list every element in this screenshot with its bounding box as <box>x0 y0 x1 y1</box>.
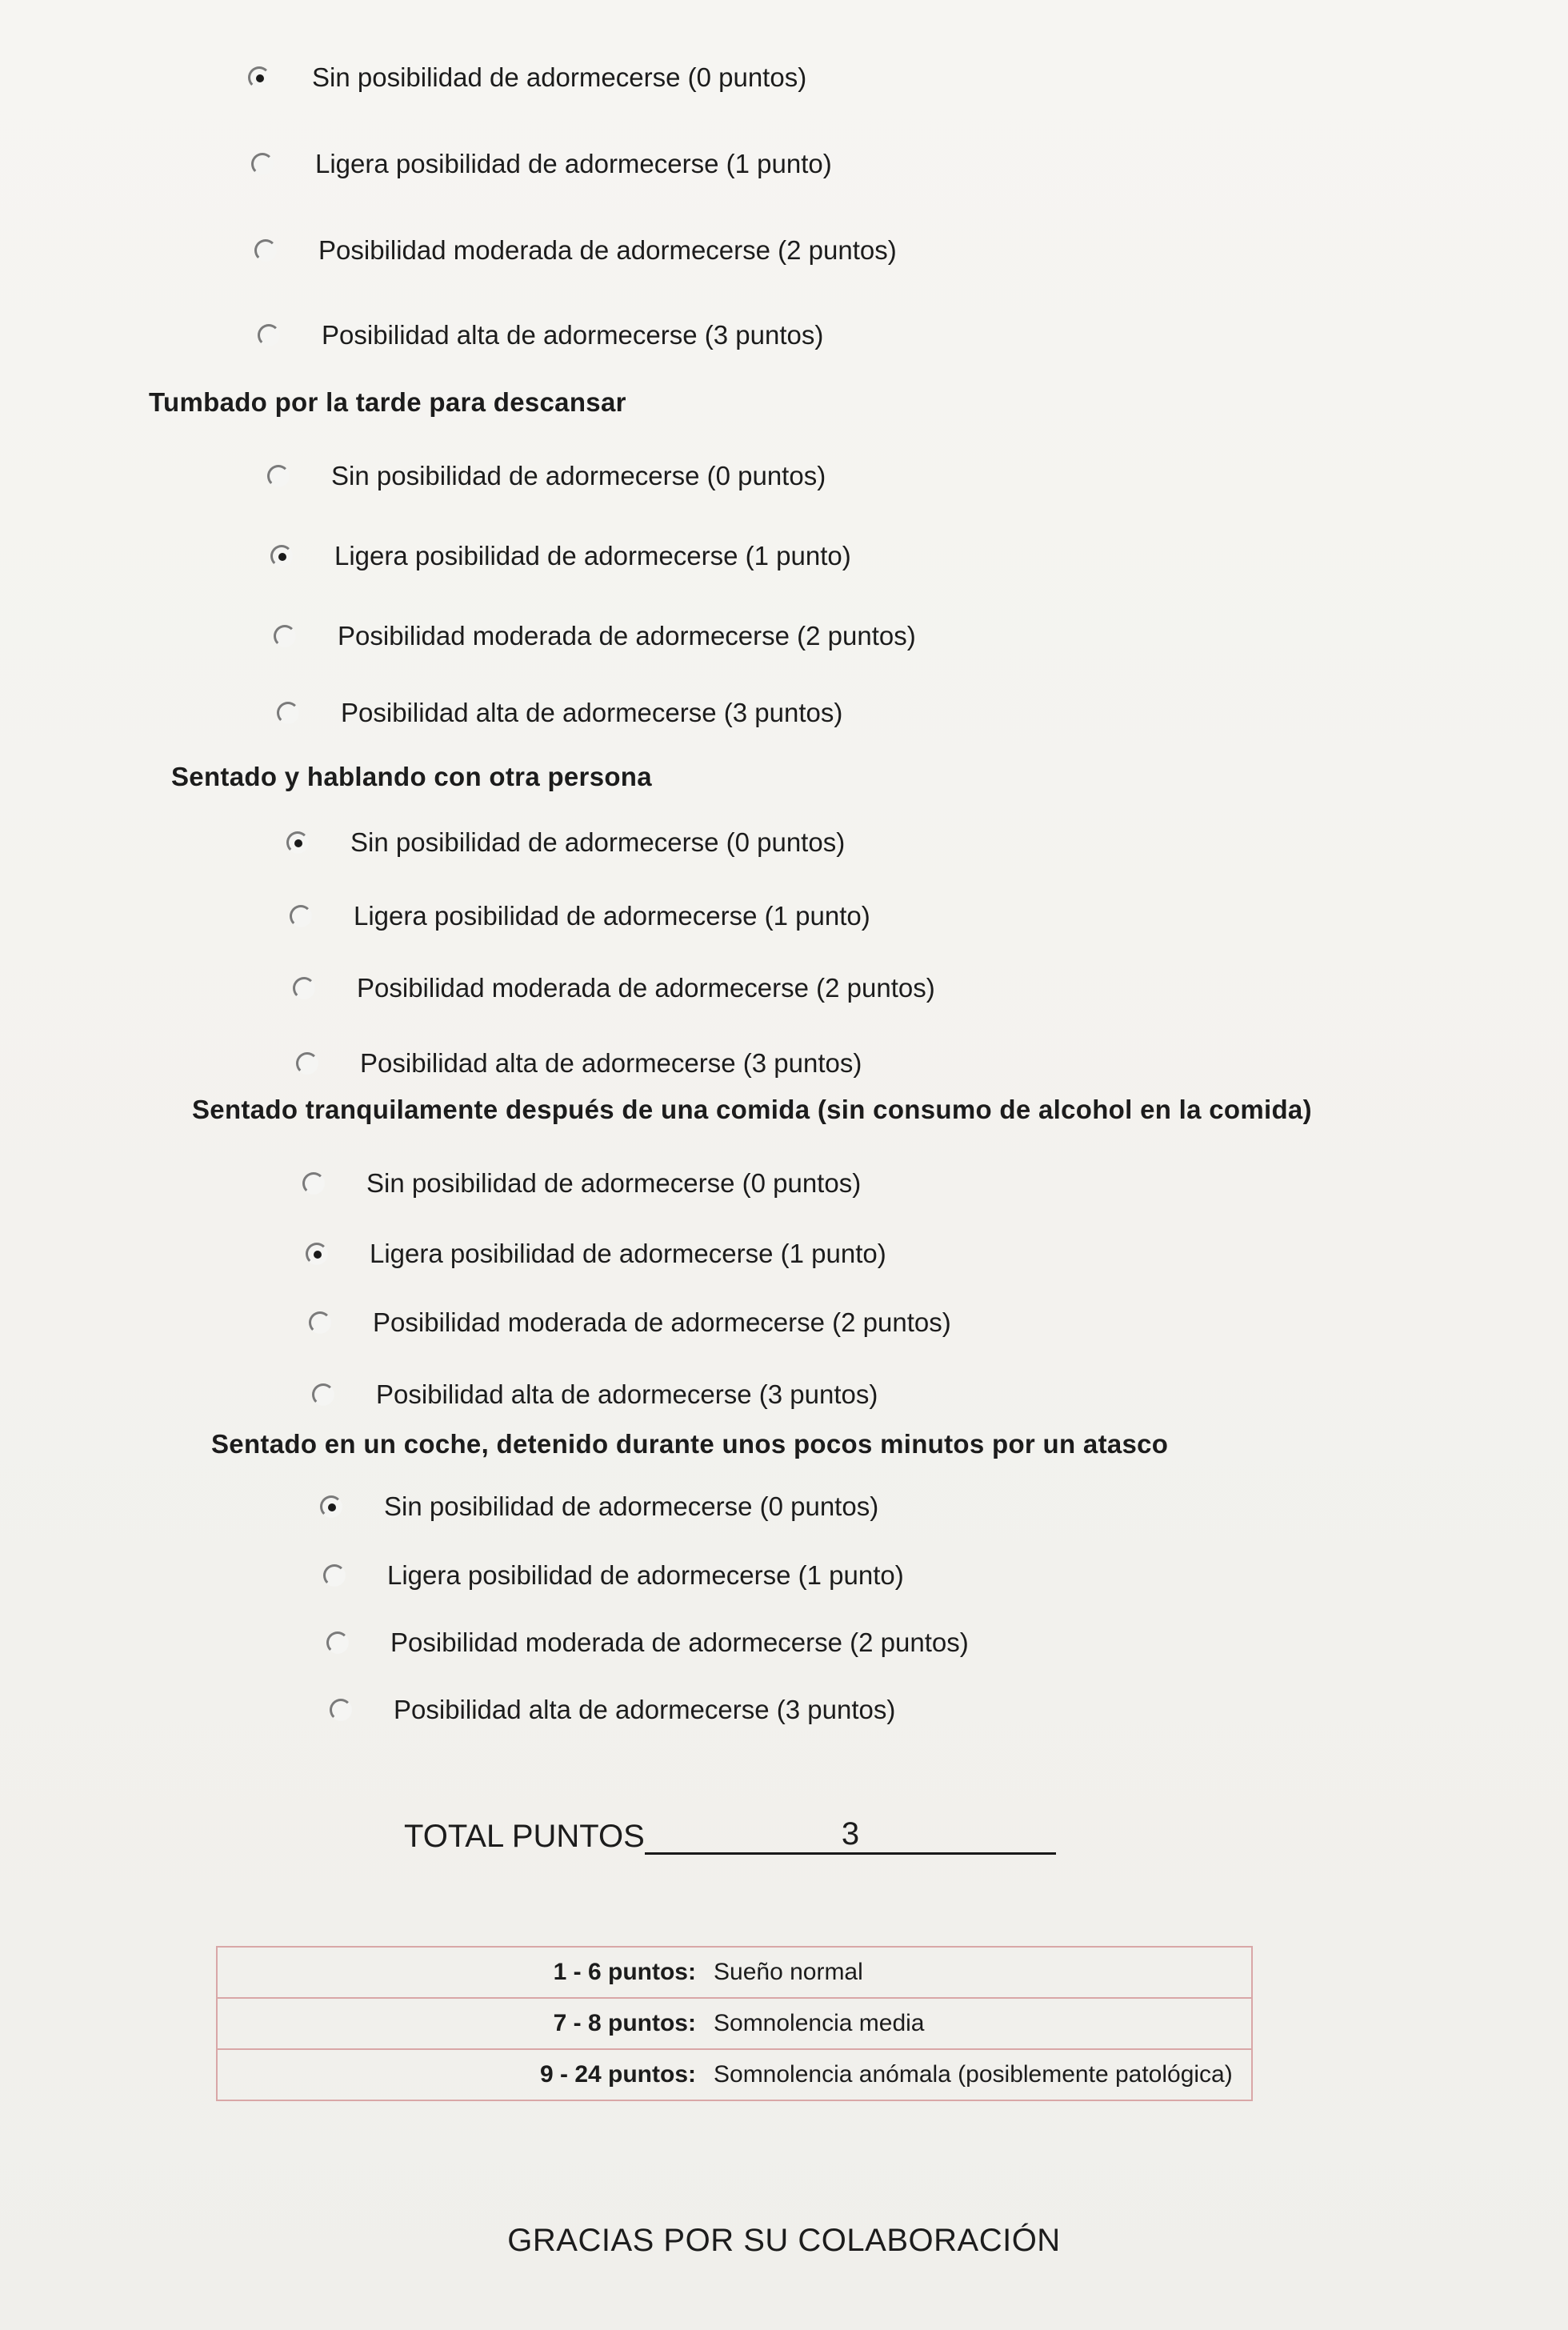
closing-message: GRACIAS POR SU COLABORACIÓN <box>507 2223 1061 2258</box>
radio-icon[interactable] <box>254 239 277 262</box>
option-s2-3[interactable] <box>277 698 842 728</box>
option-label: Posibilidad alta de adormecerse (3 puntos) <box>376 1379 878 1409</box>
option-label: Posibilidad alta de adormecerse (3 puntos) <box>322 320 824 350</box>
option-s4-2[interactable] <box>309 1307 951 1338</box>
section-title: Sentado tranquilamente después de una comida (sin consumo de alcohol en la comida) <box>192 1095 1312 1124</box>
option-s4-3[interactable] <box>312 1379 878 1410</box>
option-label: Posibilidad alta de adormecerse (3 puntos) <box>341 698 843 727</box>
score-range: 1 - 6 puntos: <box>553 1959 696 1985</box>
radio-icon[interactable] <box>267 465 290 487</box>
option-s3-3[interactable] <box>296 1048 862 1079</box>
option-s5-1[interactable] <box>323 1560 904 1591</box>
total-underline <box>864 1824 1056 1855</box>
table-cell <box>217 2049 1252 2100</box>
option-label: Ligera posibilidad de adormecerse (1 punto) <box>387 1560 904 1590</box>
option-label: Posibilidad moderada de adormecerse (2 puntos) <box>318 235 897 265</box>
option-label: Posibilidad moderada de adormecerse (2 puntos) <box>338 621 916 651</box>
radio-icon[interactable] <box>277 702 299 724</box>
option-s1-0[interactable] <box>248 62 806 93</box>
option-label: Posibilidad moderada de adormecerse (2 puntos) <box>373 1307 951 1337</box>
option-s5-3[interactable] <box>330 1695 895 1725</box>
radio-icon[interactable] <box>296 1052 318 1075</box>
option-label: Sin posibilidad de adormecerse (0 puntos) <box>350 827 846 857</box>
option-s3-0[interactable] <box>286 827 845 858</box>
option-s1-2[interactable] <box>254 235 897 266</box>
option-s5-2[interactable] <box>326 1627 969 1658</box>
radio-icon[interactable] <box>323 1564 346 1587</box>
radio-icon[interactable] <box>258 324 280 346</box>
radio-selected-icon[interactable] <box>320 1495 342 1518</box>
radio-icon[interactable] <box>251 153 274 175</box>
radio-icon[interactable] <box>312 1383 334 1406</box>
table-row <box>217 1998 1252 2049</box>
option-label: Sin posibilidad de adormecerse (0 puntos) <box>331 461 826 490</box>
radio-icon[interactable] <box>274 625 296 647</box>
radio-icon[interactable] <box>309 1311 331 1334</box>
table-row <box>217 1947 1252 1998</box>
option-label: Posibilidad alta de adormecerse (3 puntos) <box>360 1048 862 1078</box>
option-s2-0[interactable] <box>267 461 826 491</box>
option-label: Ligera posibilidad de adormecerse (1 punto) <box>315 149 832 178</box>
total-label: TOTAL PUNTOS <box>404 1819 645 1854</box>
total-underline <box>645 1824 837 1855</box>
option-label: Posibilidad alta de adormecerse (3 puntos) <box>394 1695 896 1724</box>
option-s3-1[interactable] <box>290 901 870 931</box>
radio-icon[interactable] <box>330 1699 352 1721</box>
table-cell <box>217 1998 1252 2049</box>
option-s5-0[interactable] <box>320 1491 878 1522</box>
section-title: Sentado en un coche, detenido durante unos pocos minutos por un atasco <box>211 1429 1169 1459</box>
radio-selected-icon[interactable] <box>270 545 293 567</box>
radio-selected-icon[interactable] <box>306 1243 328 1265</box>
score-range: 9 - 24 puntos: <box>539 2061 696 2088</box>
option-label: Ligera posibilidad de adormecerse (1 punto) <box>370 1239 886 1268</box>
total-value[interactable]: 3 <box>837 1816 864 1855</box>
radio-icon[interactable] <box>293 977 315 999</box>
option-s1-3[interactable] <box>258 320 823 350</box>
section-title: Tumbado por la tarde para descansar <box>149 387 626 417</box>
radio-selected-icon[interactable] <box>248 66 270 89</box>
option-label: Ligera posibilidad de adormecerse (1 punto) <box>354 901 870 931</box>
option-s4-1[interactable] <box>306 1239 886 1269</box>
option-label: Sin posibilidad de adormecerse (0 puntos) <box>384 1491 879 1521</box>
score-meaning: Sueño normal <box>714 1959 863 1985</box>
option-label: Ligera posibilidad de adormecerse (1 punto) <box>334 541 851 570</box>
option-label: Posibilidad moderada de adormecerse (2 puntos) <box>390 1627 969 1657</box>
radio-selected-icon[interactable] <box>286 831 309 854</box>
radio-icon[interactable] <box>326 1631 349 1654</box>
radio-icon[interactable] <box>302 1172 325 1195</box>
table-row <box>217 2049 1252 2100</box>
option-label: Posibilidad moderada de adormecerse (2 puntos) <box>357 973 935 1003</box>
option-s4-0[interactable] <box>302 1168 861 1199</box>
score-meaning: Somnolencia media <box>714 2010 925 2036</box>
option-label: Sin posibilidad de adormecerse (0 puntos) <box>366 1168 862 1198</box>
option-s1-1[interactable] <box>251 149 832 179</box>
score-table <box>216 1946 1253 2101</box>
option-s3-2[interactable] <box>293 973 935 1003</box>
score-meaning: Somnolencia anómala (posiblemente patológica) <box>714 2061 1233 2088</box>
section-title: Sentado y hablando con otra persona <box>171 762 652 791</box>
score-range: 7 - 8 puntos: <box>553 2010 696 2036</box>
radio-icon[interactable] <box>290 905 312 927</box>
total-points <box>404 1816 1056 1855</box>
table-cell <box>217 1947 1252 1998</box>
option-label: Sin posibilidad de adormecerse (0 puntos) <box>312 62 807 92</box>
option-s2-2[interactable] <box>274 621 916 651</box>
option-s2-1[interactable] <box>270 541 851 571</box>
